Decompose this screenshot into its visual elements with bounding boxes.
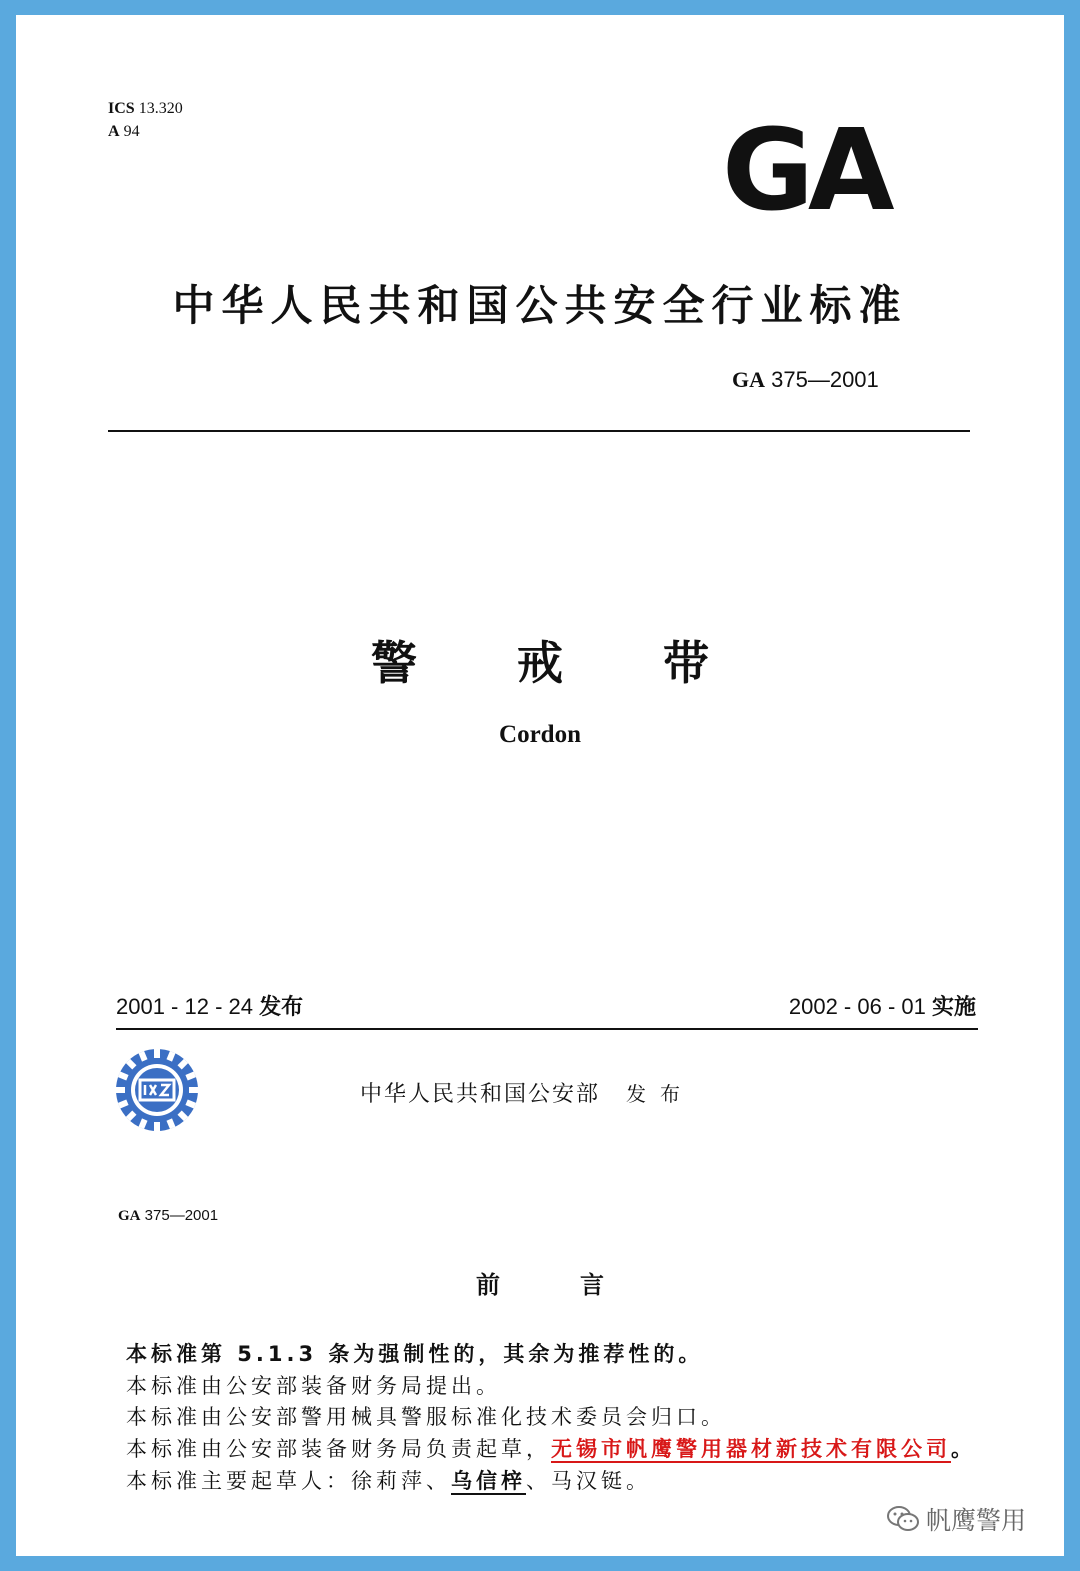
date-divider	[116, 1028, 978, 1030]
foreword-paragraph-4	[126, 1433, 976, 1463]
effective-date-label: 实施	[931, 995, 976, 1020]
effective-date	[789, 990, 976, 1021]
watermark-text: 帆鹰警用	[926, 1506, 1027, 1535]
classification-codes	[108, 97, 183, 143]
standard-number-prefix: GA	[732, 367, 765, 392]
standard-number-value: 375—2001	[771, 367, 879, 392]
ministry-emblem-icon	[114, 1047, 200, 1133]
document-page	[16, 15, 1064, 1556]
p4-suffix: 。	[951, 1437, 976, 1461]
class-code: 94	[123, 123, 140, 140]
drafter-name: 乌信梓	[451, 1469, 526, 1493]
ics-label: ICS	[108, 100, 135, 117]
p5-suffix: 、马汉铤。	[526, 1469, 651, 1493]
watermark	[886, 1501, 1026, 1537]
release-date	[116, 990, 303, 1021]
issuer	[360, 1077, 694, 1108]
document-title-en: Cordon	[499, 721, 581, 748]
top-divider	[108, 430, 970, 432]
foreword-heading: 前言	[476, 1271, 684, 1299]
release-date-label: 发布	[259, 995, 304, 1020]
standard-number	[732, 367, 879, 393]
wechat-icon	[886, 1505, 920, 1533]
page2-number-value: 375—2001	[144, 1207, 219, 1224]
foreword-paragraph-2: 本标准由公安部装备财务局提出。	[126, 1374, 501, 1398]
effective-date-value: 2002 - 06 - 01	[788, 994, 926, 1019]
class-label: A	[108, 123, 120, 140]
p5-prefix: 本标准主要起草人：徐莉萍、	[126, 1469, 451, 1493]
release-date-value: 2001 - 12 - 24	[116, 994, 253, 1019]
drafting-company: 无锡市帆鹰警用器材新技术有限公司	[551, 1437, 951, 1461]
ics-code: 13.320	[138, 100, 183, 117]
foreword-paragraph-1: 本标准第 5.1.3 条为强制性的，其余为推荐性的。	[126, 1342, 704, 1366]
ga-logo: GA	[722, 106, 889, 236]
issuer-action: 发布	[626, 1082, 695, 1106]
page2-standard-number	[118, 1207, 218, 1225]
p4-prefix: 本标准由公安部装备财务局负责起草，	[126, 1437, 551, 1461]
page2-number-prefix: GA	[118, 1208, 141, 1224]
standard-title: 中华人民共和国公共安全行业标准	[172, 281, 908, 330]
foreword-paragraph-5	[126, 1465, 651, 1495]
document-title: 警戒带	[371, 636, 809, 690]
issuer-name: 中华人民共和国公安部	[360, 1082, 601, 1107]
foreword-paragraph-3: 本标准由公安部警用械具警服标准化技术委员会归口。	[126, 1405, 726, 1429]
